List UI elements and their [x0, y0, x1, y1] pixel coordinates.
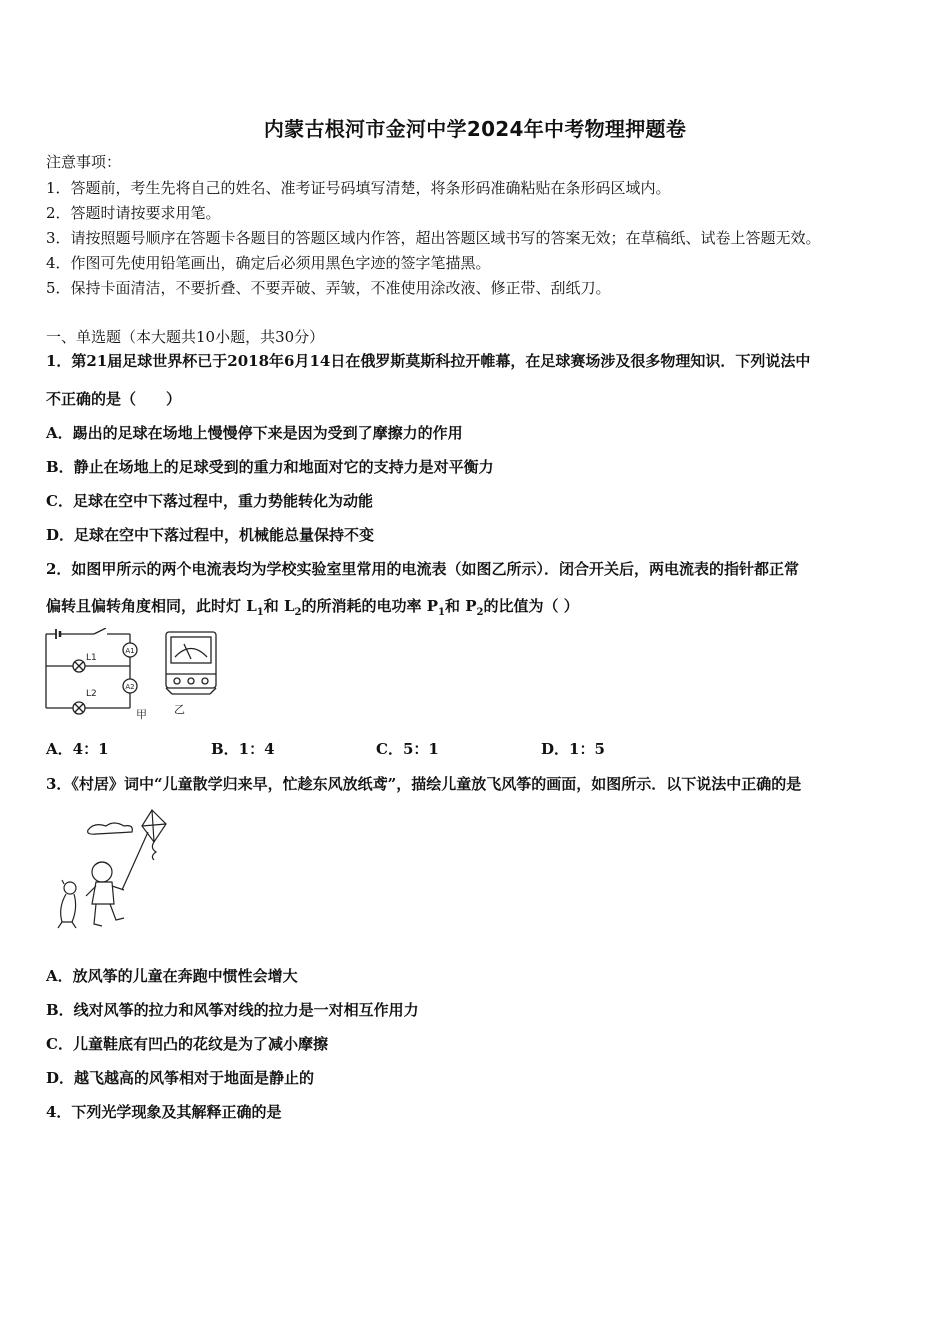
- notice-item-4: 4．作图可先使用铅笔画出，确定后必须用黑色字迹的签字笔描黑。: [46, 254, 491, 272]
- q2-option-d: D．1：5: [541, 740, 605, 758]
- section-heading: 一、单选题（本大题共10小题，共30分）: [46, 328, 325, 346]
- notice-item-1: 1．答题前，考生先将自己的姓名、准考证号码填写清楚，将条形码准确粘贴在条形码区域内。: [46, 179, 671, 197]
- q3-option-c: C．儿童鞋底有凹凸的花纹是为了减小摩擦: [46, 1035, 328, 1053]
- lamp-l1-label: L1: [86, 653, 97, 663]
- notice-item-3: 3．请按照题号顺序在答题卡各题目的答题区域内作答，超出答题区域书写的答案无效；在草稿纸、试卷上答题无效。: [46, 229, 821, 247]
- q1-option-c: C．足球在空中下落过程中，重力势能转化为动能: [46, 492, 373, 510]
- q1-option-a: A．踢出的足球在场地上慢慢停下来是因为受到了摩擦力的作用: [46, 424, 463, 442]
- q2-option-a: A．4：1: [46, 740, 109, 758]
- notice-item-5: 5．保持卡面清洁，不要折叠、不要弄破、弄皱，不准使用涂改液、修正带、刮纸刀。: [46, 279, 611, 297]
- q1-stem-line1: 1．第21届足球世界杯已于2018年6月14日在俄罗斯莫斯科拉开帷幕，在足球赛场涉及很多物理知识．下列说法中: [46, 352, 811, 370]
- ammeter-a1-label: A1: [125, 647, 135, 655]
- q4-stem-line1: 4．下列光学现象及其解释正确的是: [46, 1103, 282, 1121]
- q1-option-b: B．静止在场地上的足球受到的重力和地面对它的支持力是对平衡力: [46, 458, 494, 476]
- q3-option-a: A．放风筝的儿童在奔跑中惯性会增大: [46, 967, 298, 985]
- ammeter-a2-label: A2: [125, 683, 135, 691]
- figure-label-yi: 乙: [174, 703, 185, 716]
- ammeter-illustration: [162, 630, 222, 718]
- lamp-l2-label: L2: [86, 689, 97, 699]
- q2-option-c: C．5：1: [376, 740, 439, 758]
- circuit-diagram: [44, 628, 154, 720]
- figure-label-jia: 甲: [136, 708, 147, 720]
- q1-option-d: D．足球在空中下落过程中，机械能总量保持不变: [46, 526, 375, 544]
- q3-stem-line1: 3．《村居》词中“儿童散学归来早，忙趁东风放纸鸢”，描绘儿童放飞风筝的画面，如图所示．以下说法中正确的是: [46, 775, 802, 793]
- q2-stem-line2: 偏转且偏转角度相同，此时灯 $L_1$和 $L_2$的所消耗的电功率 $P_1$和 $P_2$的比值为（ ）: [46, 597, 579, 618]
- page-title: 内蒙古根河市金河中学2024年中考物理押题卷: [263, 117, 687, 141]
- notice-item-2: 2．答题时请按要求用笔。: [46, 204, 221, 222]
- notice-heading: 注意事项：: [46, 153, 122, 171]
- q3-option-d: D．越飞越高的风筝相对于地面是静止的: [46, 1069, 315, 1087]
- q2-stem-line1: 2．如图甲所示的两个电流表均为学校实验室里常用的电流表（如图乙所示）．闭合开关后，两电流表的指针都正常: [46, 560, 799, 578]
- kite-illustration: [44, 808, 174, 938]
- q3-option-b: B．线对风筝的拉力和风筝对线的拉力是一对相互作用力: [46, 1001, 419, 1019]
- q1-stem-line2: 不正确的是（ ）: [46, 390, 182, 408]
- q2-option-b: B．1：4: [211, 740, 275, 758]
